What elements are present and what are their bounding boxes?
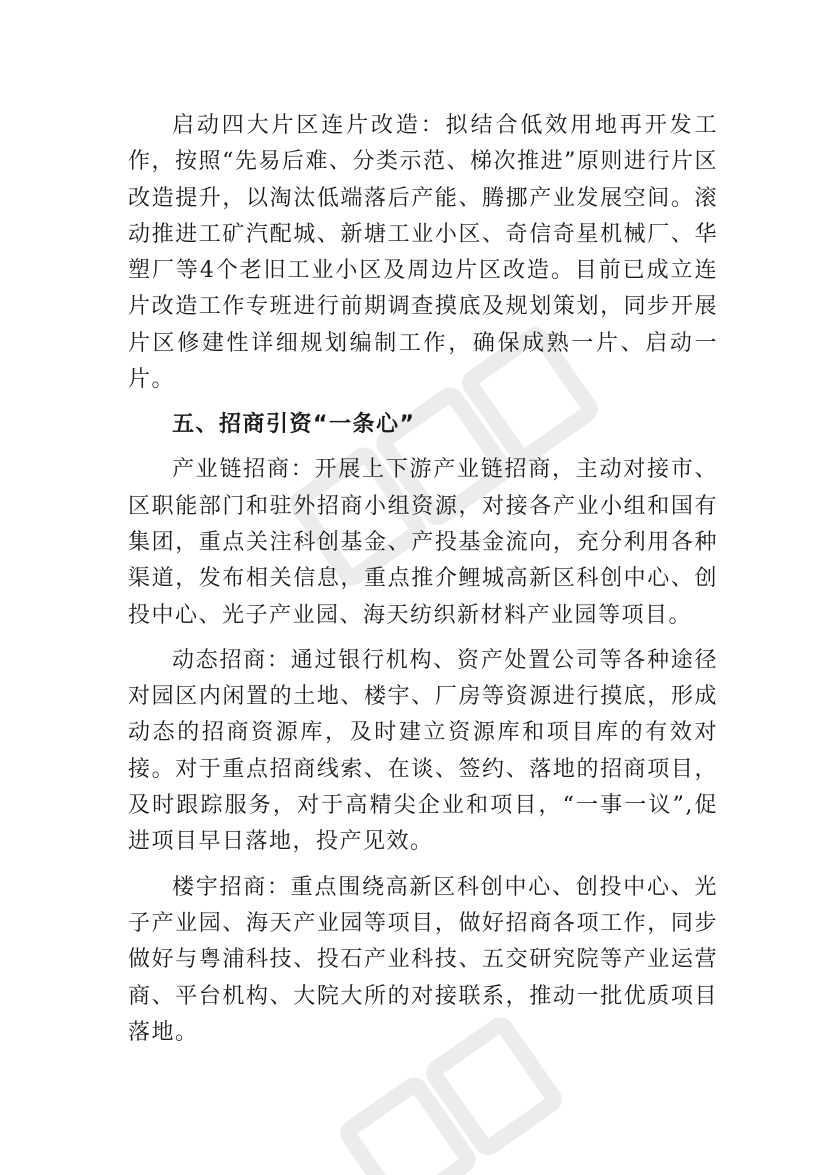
paragraph-dynamic-investment: 动态招商：通过银行机构、资产处置公司等各种途径对园区内闲置的土地、楼宇、厂房等资源进行摸底，形成动态的招商资源库，及时建立资源库和项目库的有效对接。对于重点招商线索、在谈、签约、落地的招商项目，及时跟踪服务，对于高精尖企业和项目，“一事一议”,促进项目早日落地，投产见效。 [128,647,718,855]
paragraph-industry-chain: 产业链招商：开展上下游产业链招商，主动对接市、区职能部门和驻外招商小组资源，对接各产业小组和国有集团，重点关注科创基金、产投基金流向，充分利用各种渠道，发布相关信息，重点推介鲤城高新区科创中心、创投中心、光子产业园、海天纺织新材料产业园等项目。 [128,457,718,628]
paragraph-area-renovation: 启动四大片区连片改造：拟结合低效用地再开发工作，按照“先易后难、分类示范、梯次推进”原则进行片区改造提升，以淘汰低端落后产能、腾挪产业发展空间。滚动推进工矿汽配城、新塘工业小区、奇信奇星机械厂、华塑厂等4个老旧工业小区及周边片区改造。目前已成立连片改造工作专班进行前期调查摸底及规划策划，同步开展片区修建性详细规划编制工作，确保成熟一片、启动一片。 [128,113,718,393]
paragraph-building-investment: 楼宇招商：重点围绕高新区科创中心、创投中心、光子产业园、海天产业园等项目，做好招商各项工作，同步做好与粤浦科技、投石产业科技、五交研究院等产业运营商、平台机构、大院大所的对接联系，推动一批优质项目落地。 [128,874,718,1045]
document-body [128,108,718,1060]
section-heading-investment: 五、招商引资“一条心” [172,412,416,438]
